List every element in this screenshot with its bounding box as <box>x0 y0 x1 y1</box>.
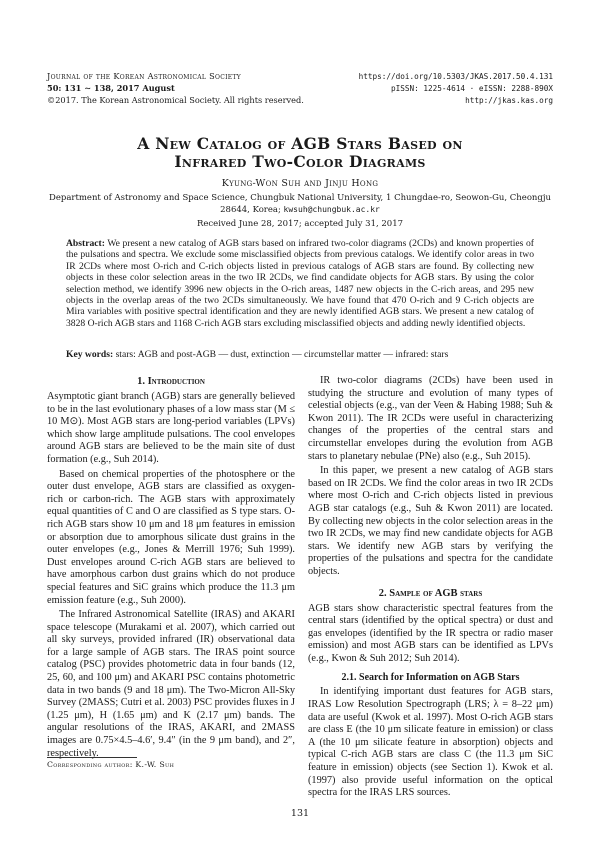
abstract-label: Abstract: <box>66 238 105 249</box>
section-heading-introduction: 1. Introduction <box>137 376 205 387</box>
left-column <box>47 375 295 760</box>
received-date: Received June 28, 2017; accepted July 31, 2017 <box>196 219 404 229</box>
affiliation-address: 28644, Korea; <box>220 205 284 215</box>
issn-line: pISSN: 1225-4614 · eISSN: 2288-890X <box>391 84 553 93</box>
sample-paragraph-2: In identifying important dust features for AGB stars, IRAS Low Resolution Spectrograph (LRS; λ = 8–22 μm) data are useful (Kwok et al. 1997). Most O-rich AGB stars are class E (the 10 μm silicate feature in emission) or class A (the 10 μm silicate feature in absorption) objects and typical C-rich AGB stars are class C (the 11.3 μm SiC feature in emission) objects (see Section 1). Kwok et al. (1997) also provide useful information on the optical spectra for the IRAS LRS sources. <box>308 686 553 799</box>
page-number: 131 <box>290 808 310 819</box>
affiliation <box>30 193 570 216</box>
journal-name: Journal of the Korean Astronomical Society <box>47 71 242 81</box>
section-heading-sample: 2. Sample of AGB stars <box>378 587 483 599</box>
author-list: Kyung-Won Suh and Jinju Hong <box>221 178 379 189</box>
abstract-text: We present a new catalog of AGB stars based on infrared two-color diagrams (2CDs) and known properties of the pulsations and spectra. We exclude some misclassified objects from previous catalogs. We identify color areas in two IR 2CDs where most O-rich and C-rich objects listed in previous catalogs of AGB stars are found. By collecting new objects in these color selection areas in the two IR 2CDs, we find candidate objects for AGB stars. By using the color selection method, we identify 3996 new objects in the O-rich areas, 1487 new objects in the C-rich areas, and 295 new objects in the overlap areas of the two 2CDs simultaneously. We have found that 470 O-rich and 9 C-rich objects are Mira variables with positive spectral identification and they are newly identified AGB stars. We present a new catalog of 3828 O-rich AGB stars and 1168 C-rich AGB stars excluding misclassified objects and adding newly identified objects. <box>66 238 534 329</box>
volume-line: 50: 131 ∼ 138, 2017 August <box>47 83 175 93</box>
intro-paragraph-5: In this paper, we present a new catalog of AGB stars based on IR 2CDs. We find the color areas in two IR 2CDs where most O-rich and C-rich objects listed in previous AGB star catalogs (e.g., Suh & Kwon 2011) are located. By collecting new objects in the color selection areas in the two IR 2CDs, we may find new candidate objects for AGB stars. We identify new AGB stars by verifying the properties of the pulsations and spectra for the candidate objects. <box>308 465 553 577</box>
footnote-rule <box>47 757 137 758</box>
corresponding-author-footnote: Corresponding author: K.-W. Suh <box>47 760 175 769</box>
journal-url[interactable]: http://jkas.kas.org <box>465 96 553 105</box>
intro-paragraph-1: Asymptotic giant branch (AGB) stars are generally believed to be in the last evolutionary phases of a low mass star (M ≤ 10 M⊙). Most AGB stars are long-period variables (LPVs) which show large amplitude pulsations. The cool envelopes around AGB stars are believed to be the main site of dust formation (e.g., Suh 2014). <box>47 391 295 465</box>
keywords-text: stars: AGB and post-AGB — dust, extinction — circumstellar matter — infrared: stars <box>115 349 449 360</box>
abstract <box>66 238 534 329</box>
intro-paragraph-3: The Infrared Astronomical Satellite (IRAS) and AKARI space telescope (Murakami et al. 2007), which carried out all sky surveys, provided infrared (IR) observational data for a large sample of AGB stars. The IRAS point source catalog (PSC) provides photometric data in four bands (12, 25, 60, and 100 μm) and AKARI PSC contains photometric data in two bands (9 and 18 μm). The Two-Micron All-Sky Survey (2MASS; Cutri et al. 2003) PSC provides fluxes in J (1.25 μm), H (1.65 μm) and K (2.17 μm) bands. The angular resolutions of the IRAS, AKARI, and 2MASS images are 0.75×4.5–4.6′, 9.4″ (in the 9 μm band), and 2″, respectively. <box>47 609 295 759</box>
affiliation-line1: Department of Astronomy and Space Science, Chungbuk National University, 1 Chungdae-ro, Seowon-Gu, Cheongju <box>49 193 551 203</box>
subsection-heading-search: 2.1. Search for Information on AGB Stars <box>341 672 520 684</box>
right-column <box>308 375 553 800</box>
intro-paragraph-2: Based on chemical properties of the photosphere or the outer dust envelope, AGB stars are classified as oxygen-rich or carbon-rich. The AGB stars with approximately equal quantities of C and O are classified as S type stars. O-rich AGB stars show 10 μm and 18 μm features in emission or absorption due to amorphous silicate dust grains in the outer envelopes (e.g., Jones & Merrill 1976; Suh 1999). Dust envelopes around C-rich AGB stars are believed to have amorphous carbon dust grains which do not produce special features and SiC grains which produce the 11.3 μm emission feature (e.g., Suh 2000). <box>47 468 295 606</box>
intro-paragraph-4: IR two-color diagrams (2CDs) have been used in studying the structure and evolution of many types of celestial objects (e.g., van der Veen & Habing 1988; Suh & Kwon 2011). The IR 2CDs were useful in characterizing changes of the properties of the central stars and circumstellar envelopes during the evolution from AGB stars to planetary nebulae (PNe) also (e.g., Suh 2015). <box>308 375 553 462</box>
paper-title-line1: A New Catalog of AGB Stars Based on <box>137 134 463 153</box>
keywords <box>66 349 534 361</box>
affiliation-line2 <box>30 204 570 216</box>
doi-link[interactable]: https://doi.org/10.5303/JKAS.2017.50.4.131 <box>358 72 553 81</box>
sample-paragraph-1: AGB stars show characteristic spectral features from the central stars (identified by the optical spectra) or dust and gas envelopes (identified by the IR spectra or radio maser emission) and most AGB stars can be identified as LPVs (e.g., Kwon & Suh 2012; Suh 2014). <box>308 602 553 664</box>
paper-title-line2: Infrared Two-Color Diagrams <box>174 152 426 171</box>
keywords-label: Key words: <box>66 349 114 360</box>
copyright-line: ©2017. The Korean Astronomical Society. All rights reserved. <box>47 95 304 105</box>
author-email-link[interactable]: kwsuh@chungbuk.ac.kr <box>283 205 380 214</box>
